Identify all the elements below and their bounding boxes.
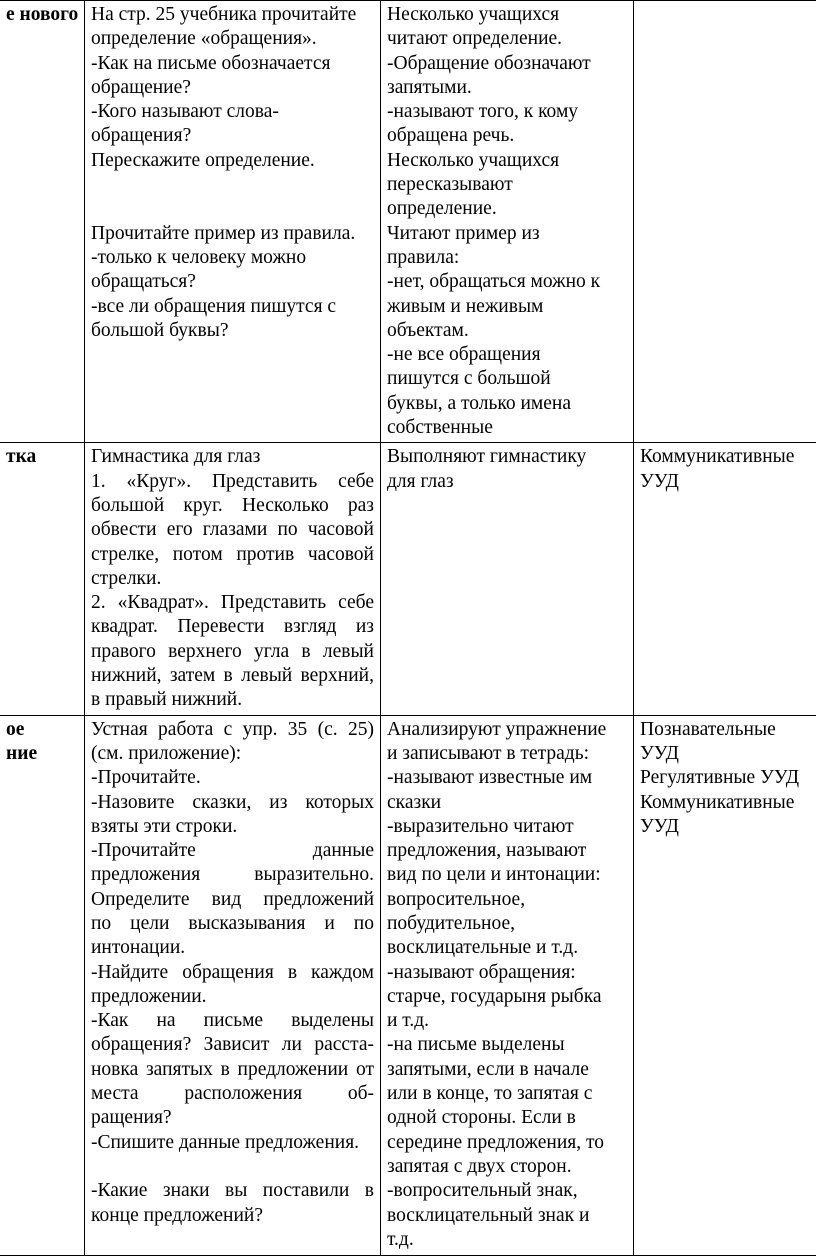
student-text: пишутся с большой	[387, 367, 627, 391]
student-text: Выполняют гимнастику	[387, 445, 627, 469]
teacher-text: На стр. 25 учебника прочитайте	[91, 3, 374, 27]
uud-cell	[634, 1, 816, 443]
stage-text: ое	[0, 718, 78, 742]
teacher-text: обращаться?	[91, 270, 374, 294]
table-row	[0, 443, 816, 715]
teacher-text: -Прочитайте данные	[91, 839, 374, 863]
teacher-activity-cell	[85, 1, 381, 443]
teacher-text: -Назовите сказки, из которых	[91, 791, 374, 815]
uud-text: Коммуникативные	[640, 445, 816, 469]
teacher-activity-cell	[85, 443, 381, 715]
teacher-text: 1. «Круг». Представить себе	[91, 470, 374, 494]
student-text: восклицательный знак и	[387, 1204, 627, 1228]
teacher-text: Определите вид предложений	[91, 888, 374, 912]
teacher-text: -все ли обращения пишутся с	[91, 295, 374, 319]
stage-cell	[0, 443, 85, 715]
teacher-text: Гимнастика для глаз	[91, 445, 374, 469]
teacher-text: правого верхнего угла в левый	[91, 640, 374, 664]
teacher-text: обращение?	[91, 76, 374, 100]
teacher-text: (см. приложение):	[91, 742, 374, 766]
teacher-text: Устная работа с упр. 35 (с. 25)	[91, 718, 374, 742]
teacher-activity-cell	[85, 715, 381, 1255]
student-text: середине предложения, то	[387, 1131, 627, 1155]
student-text: вопросительное,	[387, 888, 627, 912]
teacher-text: по цели высказывания и по	[91, 912, 374, 936]
table-row	[0, 715, 816, 1255]
student-text: объектам.	[387, 319, 627, 343]
student-text: -называют того, к кому	[387, 100, 627, 124]
teacher-text: стрелки.	[91, 567, 374, 591]
teacher-text: -Спишите данные предложения.	[91, 1131, 374, 1155]
student-text: живым и неживым	[387, 295, 627, 319]
student-text: и т.д.	[387, 1009, 627, 1033]
blank-line	[91, 173, 374, 197]
student-text: восклицательные и т.д.	[387, 936, 627, 960]
student-activity-cell	[381, 443, 634, 715]
student-text: Несколько учащихся	[387, 3, 627, 27]
student-text: запятыми, если в начале	[387, 1058, 627, 1082]
student-text: Читают пример из	[387, 222, 627, 246]
student-text: -выразительно читают	[387, 815, 627, 839]
student-text: буквы, а только имена	[387, 392, 627, 416]
student-text: -называют обращения:	[387, 961, 627, 985]
teacher-text: квадрат. Перевести взгляд из	[91, 615, 374, 639]
student-text: запятая с двух сторон.	[387, 1155, 627, 1179]
teacher-text: -Найдите обращения в каждом	[91, 961, 374, 985]
uud-text: УУД	[640, 742, 816, 766]
uud-text: УУД	[640, 470, 816, 494]
stage-text: тка	[0, 445, 78, 469]
teacher-text: обращения? Зависит ли расста-	[91, 1033, 374, 1057]
uud-text: Регулятивные УУД	[640, 766, 816, 790]
teacher-text: -Прочитайте.	[91, 766, 374, 790]
student-text: т.д.	[387, 1228, 627, 1252]
teacher-text: предложении.	[91, 985, 374, 1009]
uud-cell	[634, 443, 816, 715]
student-text: предложения, называют	[387, 839, 627, 863]
student-text: или в конце, то запятая с	[387, 1082, 627, 1106]
student-text: читают определение.	[387, 27, 627, 51]
teacher-text: -Как на письме обозначается	[91, 52, 374, 76]
uud-text: УУД	[640, 815, 816, 839]
teacher-text: нижний, затем в левый верхний,	[91, 664, 374, 688]
teacher-text: -Кого называют слова-	[91, 100, 374, 124]
table-row	[0, 1, 816, 443]
teacher-text: Прочитайте пример из правила.	[91, 222, 374, 246]
student-text: запятыми.	[387, 76, 627, 100]
student-text: сказки	[387, 791, 627, 815]
student-text: -нет, обращаться можно к	[387, 270, 627, 294]
student-text: обращена речь.	[387, 124, 627, 148]
student-text: одной стороны. Если в	[387, 1106, 627, 1130]
teacher-text: -только к человеку можно	[91, 246, 374, 270]
teacher-text: -Какие знаки вы поставили в	[91, 1179, 374, 1203]
blank-line	[91, 197, 374, 221]
teacher-text: 2. «Квадрат». Представить себе	[91, 591, 374, 615]
student-text: вид по цели и интонации:	[387, 863, 627, 887]
blank-line	[91, 1155, 374, 1179]
student-text: правила:	[387, 246, 627, 270]
teacher-text: предложения выразительно.	[91, 863, 374, 887]
student-text: -не все обращения	[387, 343, 627, 367]
teacher-text: конце предложений?	[91, 1204, 374, 1228]
teacher-text: новка запятых в предложении от	[91, 1058, 374, 1082]
teacher-text: ращения?	[91, 1106, 374, 1130]
student-text: -вопросительный знак,	[387, 1179, 627, 1203]
stage-text: ние	[0, 742, 78, 766]
teacher-text: обращения?	[91, 124, 374, 148]
student-text: Анализируют упражнение	[387, 718, 627, 742]
teacher-text: интонации.	[91, 936, 374, 960]
teacher-text: определение «обращения».	[91, 27, 374, 51]
teacher-text: взяты эти строки.	[91, 815, 374, 839]
student-text: пересказывают	[387, 173, 627, 197]
student-text: определение.	[387, 197, 627, 221]
uud-text: Познавательные	[640, 718, 816, 742]
teacher-text: большой буквы?	[91, 319, 374, 343]
teacher-text: стрелке, потом против часовой	[91, 543, 374, 567]
student-text: для глаз	[387, 470, 627, 494]
teacher-text: большой круг. Несколько раз	[91, 494, 374, 518]
uud-cell	[634, 715, 816, 1255]
student-text: старче, государыня рыбка	[387, 985, 627, 1009]
teacher-text: места расположения об-	[91, 1082, 374, 1106]
student-text: и записывают в тетрадь:	[387, 742, 627, 766]
stage-cell	[0, 1, 85, 443]
student-activity-cell	[381, 715, 634, 1255]
student-text: Несколько учащихся	[387, 149, 627, 173]
teacher-text: в правый нижний.	[91, 688, 374, 712]
student-text: -на письме выделены	[387, 1033, 627, 1057]
teacher-text: обвести его глазами по часовой	[91, 518, 374, 542]
teacher-text: Перескажите определение.	[91, 149, 374, 173]
stage-text: е нового	[0, 3, 78, 27]
uud-text: Коммуникативные	[640, 791, 816, 815]
stage-cell	[0, 715, 85, 1255]
student-text: собственные	[387, 416, 627, 440]
student-text: побудительное,	[387, 912, 627, 936]
teacher-text: -Как на письме выделены	[91, 1009, 374, 1033]
student-text: -Обращение обозначают	[387, 52, 627, 76]
student-activity-cell	[381, 1, 634, 443]
student-text: -называют известные им	[387, 766, 627, 790]
